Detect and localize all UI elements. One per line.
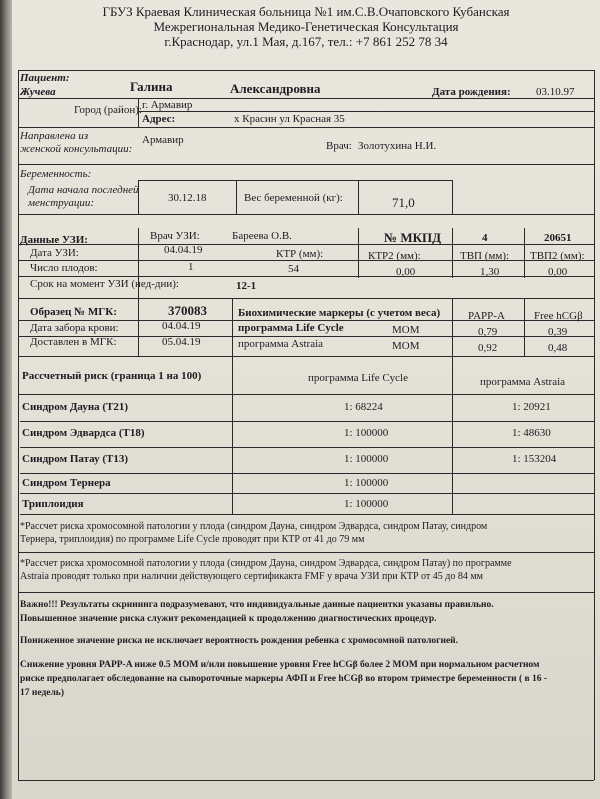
blood-date: 04.04.19 (162, 320, 201, 332)
risk-col-astraia: программа Astraia (480, 376, 566, 388)
mom-label-1: MOM (392, 324, 420, 336)
risk-row-triploidy (20, 494, 594, 515)
pappa-label: PAPP-A (468, 310, 505, 322)
row-line (18, 320, 594, 321)
delivered-label: Доставлен в МГК: (30, 336, 117, 348)
col-line (524, 298, 525, 356)
important-block (20, 598, 547, 700)
risk-row-label: Синдром Дауна (Т21) (22, 401, 129, 413)
row-line (18, 127, 594, 128)
ktr2-label: КТР2 (мм): (368, 250, 421, 262)
frame-bottom (18, 780, 594, 781)
document-sheet (12, 0, 600, 799)
clinic-name: ГБУЗ Краевая Клиническая больница №1 им.С.В.Очаповского Кубанская (102, 4, 510, 19)
us-doctor: Бареева О.В. (232, 230, 292, 242)
risk-row-label: Синдром Эдвардса (Т18) (22, 427, 145, 439)
row-line (18, 164, 594, 165)
us-date-label: Дата УЗИ: (30, 247, 79, 259)
col-line (452, 298, 453, 356)
risk-header-label: Рассчетный риск (граница 1 на 100) (22, 370, 202, 382)
important-line: Важно!!! Результаты скрининга подразумевают, что индивидуальные данные пациентки указаны правильно. (20, 600, 494, 610)
col-line (138, 180, 139, 214)
frame-top (18, 70, 594, 71)
risk-life-cycle-value: 1: 100000 (344, 498, 389, 510)
patient-surname: Жучева (20, 86, 56, 98)
note-line: *Рассчет риска хромосомной патологии у плода (синдром Дауна, синдром Эдвардса, синдром Патау) по программе (20, 558, 512, 569)
birth-date-label: Дата рождения: (432, 86, 511, 98)
note-astraia (20, 557, 512, 583)
row-line (18, 298, 594, 299)
tvp-label: ТВП (мм): (460, 250, 510, 262)
address-value: х Красин ул Красная 35 (234, 113, 345, 125)
weight-value: 71,0 (392, 195, 415, 210)
row-line (18, 552, 594, 553)
col-line (232, 298, 233, 356)
program-life-cycle: программа Life Cycle (238, 322, 344, 334)
row-line (18, 98, 594, 99)
note-line: Astraia проводят только при наличии действующего сертификакта FMF у врача УЗИ при КТР от 45 до 84 мм (20, 571, 484, 582)
hcg-value-1: 0,39 (548, 326, 568, 338)
important-line: Пониженное значение риска не исключает вероятность рождения ребенка с хромосомной патологией. (20, 636, 459, 646)
mkpd-number: 4 (482, 232, 488, 244)
tvp-value: 1,30 (480, 266, 500, 278)
term-value: 12-1 (236, 280, 257, 292)
referred-label-2: женской консультации: (20, 143, 133, 155)
risk-row-label: Синдром Тернера (22, 477, 111, 489)
col-line (452, 228, 453, 278)
clinic-address: г.Краснодар, ул.1 Мая, д.167, тел.: +7 861 252 78 34 (164, 34, 448, 49)
mkpd-label: № МКПД (384, 230, 442, 245)
important-line: 17 недель) (20, 688, 64, 698)
mkpd-code: 20651 (544, 232, 572, 244)
risk-life-cycle-value: 1: 68224 (344, 401, 383, 413)
risk-row-t18 (20, 421, 594, 448)
row-line (18, 260, 594, 261)
risk-row-turner (20, 473, 594, 494)
hcg-value-2: 0,48 (548, 342, 568, 354)
risk-life-cycle-value: 1: 100000 (344, 427, 389, 439)
patient-patronymic: Александровна (230, 81, 321, 96)
col-line (138, 98, 139, 128)
col-line (452, 356, 453, 514)
row-line (18, 244, 594, 245)
doctor-label: Врач: (326, 140, 352, 152)
us-doctor-label: Врач УЗИ: (150, 230, 200, 242)
row-line (18, 356, 594, 357)
col-line (138, 298, 139, 356)
mom-label-2: MOM (392, 340, 420, 352)
col-line (358, 228, 359, 278)
risk-row-label: Синдром Патау (Т13) (22, 453, 128, 465)
lmp-label-2: менструации: (28, 197, 95, 209)
risk-astraia-value: 1: 153204 (512, 453, 557, 465)
pregnancy-label: Беременность: (20, 168, 92, 180)
important-line: Повышенное значение риска служит рекомендацией к продолжению диагностических процедур. (20, 614, 437, 624)
col-line (138, 228, 139, 298)
lmp-value: 30.12.18 (168, 192, 207, 204)
col-line (232, 356, 233, 514)
blood-date-label: Дата забора крови: (30, 322, 119, 334)
page-edge (0, 0, 12, 799)
program-astraia: программа Astraia (238, 338, 324, 350)
address-label: Адрес: (142, 113, 176, 125)
risk-col-life-cycle: программа Life Cycle (308, 372, 408, 384)
row-line (138, 180, 452, 181)
fetus-label: Число плодов: (30, 262, 98, 274)
row-line (18, 592, 594, 593)
row-line (18, 276, 594, 277)
col-line (236, 180, 237, 214)
risk-row-label: Триплоидия (22, 498, 84, 510)
clinic-header (12, 4, 600, 49)
note-life-cycle (20, 520, 487, 546)
note-line: Тернера, триплоидия) по программе Life Cycle проводят при КТР от 41 до 79 мм (20, 534, 365, 545)
risk-row-t13 (20, 447, 594, 474)
pappa-value-2: 0,92 (478, 342, 498, 354)
city-label: Город (район): (74, 104, 142, 116)
row-line (18, 214, 594, 215)
weight-label: Вес беременной (кг): (244, 192, 343, 204)
consultation-name: Межрегиональная Медико-Генетическая Консультация (153, 19, 459, 34)
ktr2-value: 0,00 (396, 266, 416, 278)
referred-from: Армавир (142, 134, 184, 146)
patient-first-name: Галина (130, 79, 173, 94)
risk-life-cycle-value: 1: 100000 (344, 477, 389, 489)
col-line (358, 180, 359, 214)
lmp-label-1: Дата начала последней (28, 184, 139, 196)
city-value: г. Армавир (142, 99, 193, 111)
referred-label-1: Направлена из (20, 130, 89, 142)
ultrasound-label: Данные УЗИ: (20, 234, 88, 246)
risk-astraia-value: 1: 48630 (512, 427, 551, 439)
markers-label: Биохимические маркеры (с учетом веса) (238, 307, 441, 319)
frame-right (594, 70, 595, 780)
birth-date: 03.10.97 (536, 86, 575, 98)
risk-astraia-value: 1: 20921 (512, 401, 551, 413)
us-date: 04.04.19 (164, 244, 203, 256)
tvp2-value: 0,00 (548, 266, 568, 278)
hcg-label: Free hCGβ (534, 310, 583, 322)
col-line (524, 228, 525, 278)
important-line: Снижение уровня PAPP-A ниже 0.5 MOM и/или повышение уровня Free hCGβ более 2 MOM при нормальном расчетном (20, 660, 540, 670)
important-line: риске предполагает обследование на сывороточные маркеры АФП и Free hCGβ во втором триместре беременности ( в 16 - (20, 674, 548, 684)
col-line (452, 180, 453, 214)
ktr-label: КТР (мм): (276, 248, 324, 260)
pappa-value-1: 0,79 (478, 326, 498, 338)
risk-life-cycle-value: 1: 100000 (344, 453, 389, 465)
note-line: *Рассчет риска хромосомной патологии у плода (синдром Дауна, синдром Эдвардса, синдром Патау, синдром (20, 521, 488, 532)
doctor-name: Золотухина Н.И. (358, 140, 437, 152)
sample-number: 370083 (168, 303, 207, 318)
term-label: Срок на момент УЗИ (нед-дни): (30, 278, 179, 290)
patient-label: Пациент: (20, 72, 70, 84)
risk-row-t21 (20, 395, 594, 422)
delivered-date: 05.04.19 (162, 336, 201, 348)
fetus-value: 1 (188, 261, 194, 273)
ktr-value: 54 (288, 263, 299, 275)
row-line (138, 111, 594, 112)
frame-left (18, 70, 19, 780)
sample-label: Образец № МГК: (30, 306, 117, 318)
tvp2-label: ТВП2 (мм): (530, 250, 585, 262)
